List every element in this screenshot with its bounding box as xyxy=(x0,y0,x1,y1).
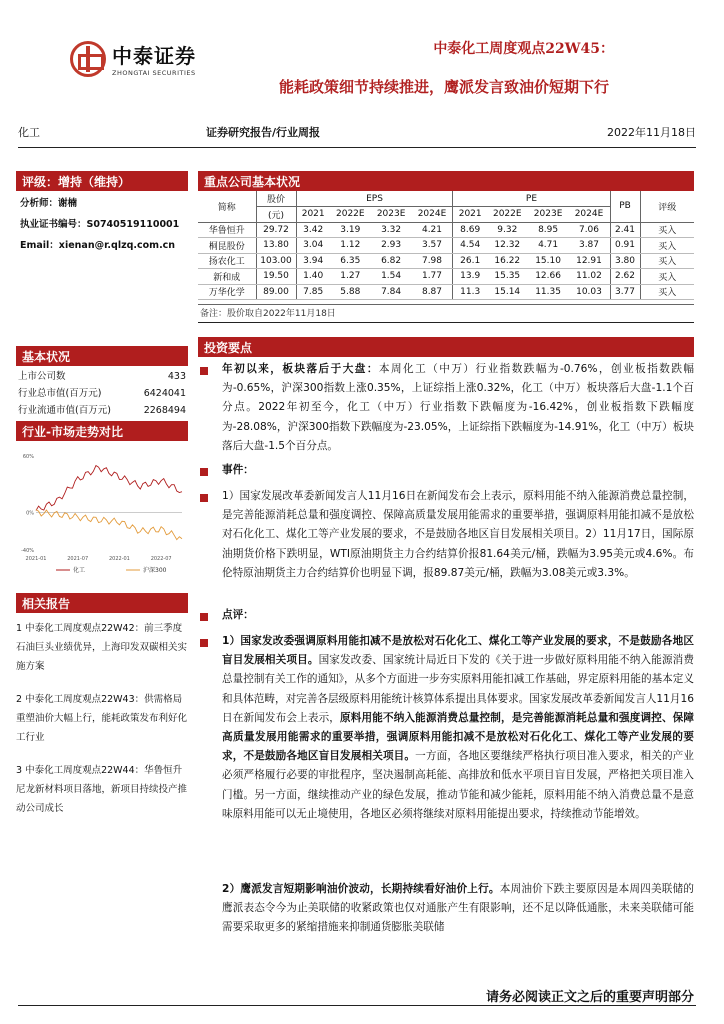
company-price: 13.80 xyxy=(256,238,296,254)
x-tick-label: 2022-01 xyxy=(108,556,130,562)
company-name: 华鲁恒升 xyxy=(198,222,256,238)
company-pb: 3.77 xyxy=(610,284,640,300)
para-market xyxy=(222,360,694,456)
invest-header: 投资要点 xyxy=(198,337,694,357)
companies-table xyxy=(198,191,694,300)
pe-2023e: 4.71 xyxy=(528,238,569,254)
report-date: 2022年11月18日 xyxy=(607,126,696,139)
company-price: 19.50 xyxy=(256,269,296,285)
eps-2023e: 7.84 xyxy=(371,284,412,300)
companies-body xyxy=(198,222,694,300)
col-eps: EPS xyxy=(296,191,453,207)
basic-row xyxy=(16,385,188,402)
trend-chart-svg xyxy=(16,448,188,578)
eps-2022e: 6.35 xyxy=(330,253,371,269)
bullet-icon xyxy=(200,613,208,621)
company-name-en: ZHONGTAI SECURITIES xyxy=(112,69,196,77)
eps-year: 2021 xyxy=(296,207,330,223)
pe-2023e: 12.66 xyxy=(528,269,569,285)
pe-2022e: 15.35 xyxy=(487,269,528,285)
company-name-cn: 中泰证券 xyxy=(112,44,196,68)
trend-header: 行业-市场走势对比 xyxy=(16,421,188,441)
company-name: 万华化学 xyxy=(198,284,256,300)
company-pb: 0.91 xyxy=(610,238,640,254)
company-name: 扬农化工 xyxy=(198,253,256,269)
basic-label: 行业总市值(百万元) xyxy=(18,388,102,399)
pe-year: 2023E xyxy=(533,209,563,220)
eps-2021: 3.42 xyxy=(296,222,330,238)
col-name: 简称 xyxy=(217,202,236,213)
related-section xyxy=(16,593,188,818)
eps-2023e: 1.54 xyxy=(371,269,412,285)
pe-year: 2022E xyxy=(492,209,522,220)
eps-2024e: 4.21 xyxy=(412,222,453,238)
eps-2021: 7.85 xyxy=(296,284,330,300)
eps-2022e: 3.19 xyxy=(330,222,371,238)
table-row xyxy=(198,222,694,238)
para-policy-text-c: 一方面，各地区要继续严格执行项目准入要求，相关的产业必须严格履行必要的审批程序，坚决遏制高耗能、高排放和低水平项目盲目发展，严格把关项目准入门槛。另一方面，继续推动产业的绿色发展，推动节能和减少能耗，原料用能不纳入消费总量不是意味原料用能可以无止境使用，各地区必须将继续对原料用能提出要求，持续推动节能增效。 xyxy=(222,750,695,820)
logo-icon xyxy=(70,41,106,77)
related-report[interactable]: 3 中泰化工周度观点22W44：华鲁恒升尼龙新材料项目落地，新项目持续投产推动公司成长 xyxy=(16,765,188,814)
pe-2021: 8.69 xyxy=(453,222,487,238)
pe-2022e: 15.14 xyxy=(487,284,528,300)
legend-label: 沪深300 xyxy=(143,567,167,574)
para-policy-text-b: 原料用能不纳入能源消费总量控制，是完善能源消耗总量和强度调控、保障高质量发展用能需求的重要举措，强调原料用能扣减不是放松对石化化工、煤化工等产业发展的要求，不是鼓励各地区盲目发展相关项目。 xyxy=(222,711,695,763)
eps-2021: 1.40 xyxy=(296,269,330,285)
company-pb: 2.62 xyxy=(610,269,640,285)
company-rating: 买入 xyxy=(640,222,694,238)
header-divider xyxy=(18,147,696,148)
basic-row xyxy=(16,368,188,385)
table-row xyxy=(198,284,694,300)
company-logo xyxy=(70,40,196,77)
pe-2024e: 7.06 xyxy=(569,222,611,238)
eps-2024e: 8.87 xyxy=(412,284,453,300)
x-tick-label: 2021-01 xyxy=(25,556,47,562)
pe-2021: 13.9 xyxy=(453,269,487,285)
pe-2021: 26.1 xyxy=(453,253,487,269)
analyst-license: 执业证书编号：S0740519110001 xyxy=(20,219,180,230)
meta-row xyxy=(0,124,724,144)
para-oil xyxy=(222,880,694,938)
pe-2022e: 16.22 xyxy=(487,253,528,269)
basic-value: 6424041 xyxy=(143,388,186,399)
company-rating: 买入 xyxy=(640,269,694,285)
col-pb: PB xyxy=(610,191,640,222)
series-line-2 xyxy=(36,510,182,540)
col-rating: 评级 xyxy=(640,191,694,222)
report-title-line2: 能耗政策细节持续推进，鹰派发言致油价短期下行 xyxy=(278,78,609,96)
legend-label: 化工 xyxy=(73,567,86,574)
bullet-icon xyxy=(200,468,208,476)
para-oil-head: 2）鹰派发言短期影响油价波动，长期持续看好油价上行。 xyxy=(222,883,500,895)
pe-2024e: 3.87 xyxy=(569,238,611,254)
related-header: 相关报告 xyxy=(16,593,188,613)
pe-2024e: 10.03 xyxy=(569,284,611,300)
industry-label: 化工 xyxy=(18,126,40,139)
related-report[interactable]: 1 中泰化工周度观点22W42：前三季度石油巨头业绩优异，上海印发双碳相关实施方案 xyxy=(16,623,188,672)
pe-year: 2021 xyxy=(453,207,487,223)
eps-2022e: 1.12 xyxy=(330,238,371,254)
bullet-icon xyxy=(200,494,208,502)
para-policy xyxy=(222,632,694,824)
eps-year: 2024E xyxy=(417,209,447,220)
table-note: 备注：股价取自2022年11月18日 xyxy=(200,309,336,319)
col-price-unit: (元) xyxy=(256,207,296,223)
pe-2023e: 8.95 xyxy=(528,222,569,238)
pe-2024e: 11.02 xyxy=(569,269,611,285)
eps-year: 2022E xyxy=(336,209,365,220)
event-label: 事件： xyxy=(222,464,254,476)
eps-2023e: 2.93 xyxy=(371,238,412,254)
table-bottom-rule xyxy=(198,304,694,305)
y-tick-label: -40% xyxy=(21,548,34,554)
comment-label: 点评： xyxy=(222,609,254,621)
company-pb: 2.41 xyxy=(610,222,640,238)
eps-2023e: 6.82 xyxy=(371,253,412,269)
company-name: 桐昆股份 xyxy=(198,238,256,254)
pe-2024e: 12.91 xyxy=(569,253,611,269)
para-policy-text-a: 国家发改委、国家统计局近日下发的《关于进一步做好原料用能不纳入能源消费总量控制有关工作的通知》，从多个方面进一步夯实原料用能扣减工作基础，界定原料用能的基本定义和具体范畴，对完善各层级原料用能统计核算体系提出具体要求。国家发展改革委新闻发言人11月16日在新闻发布会上表示， xyxy=(222,654,695,724)
company-name: 新和成 xyxy=(198,269,256,285)
eps-2024e: 3.57 xyxy=(412,238,453,254)
y-tick-label: 0% xyxy=(26,510,34,517)
company-rating: 买入 xyxy=(640,253,694,269)
eps-2022e: 5.88 xyxy=(330,284,371,300)
basic-label: 行业流通市值(百万元) xyxy=(18,405,111,416)
pe-2021: 4.54 xyxy=(453,238,487,254)
y-tick-label: 60% xyxy=(22,454,34,460)
analyst-name: 分析师：谢楠 xyxy=(20,198,78,209)
x-tick-label: 2021-07 xyxy=(67,556,89,562)
footer-disclaimer: 请务必阅读正文之后的重要声明部分 xyxy=(485,990,694,1005)
analyst-block xyxy=(20,193,179,256)
pe-year: 2024E xyxy=(574,209,604,220)
analyst-email: Email：xienan@r.qlzq.com.cn xyxy=(20,240,176,251)
company-price: 29.72 xyxy=(256,222,296,238)
report-type: 证券研究报告/行业周报 xyxy=(206,126,321,139)
table-row xyxy=(198,269,694,285)
para-market-text: 本周化工（中万）行业指数跌幅为-0.76%，创业板指数跌幅为-0.65%，沪深300指数上涨0.35%，上证综指上涨0.32%，化工（中万）板块落后大盘-1.1个百分点。2022年初至今，化工（中万）行业指数下跌幅度为-16.42%，创业板指数下跌幅度为-28.08%，沪深300指数下跌幅度为-23.05%，上证综指下跌幅度为-14.91%，化工（中万）板块落后大盘-1.5个百分点。 xyxy=(222,363,695,452)
company-price: 103.00 xyxy=(256,253,296,269)
basic-header: 基本状况 xyxy=(16,346,188,366)
bullet-icon xyxy=(200,367,208,375)
footer-divider xyxy=(18,1005,696,1006)
trend-chart xyxy=(16,448,188,578)
col-pe: PE xyxy=(453,191,610,207)
x-tick-label: 2022-07 xyxy=(150,556,172,562)
bullet-icon xyxy=(200,639,208,647)
company-pb: 3.80 xyxy=(610,253,640,269)
series-line-1 xyxy=(36,466,182,511)
eps-2024e: 7.98 xyxy=(412,253,453,269)
basic-section xyxy=(16,346,188,419)
eps-year: 2023E xyxy=(376,209,406,220)
basic-value: 2268494 xyxy=(143,405,186,416)
pe-2022e: 12.32 xyxy=(487,238,528,254)
table-row xyxy=(198,238,694,254)
pe-2021: 11.3 xyxy=(453,284,487,300)
eps-2021: 3.94 xyxy=(296,253,330,269)
col-price: 股价 xyxy=(256,191,296,207)
page-header xyxy=(0,0,724,120)
company-rating: 买入 xyxy=(640,284,694,300)
basic-row xyxy=(16,402,188,419)
para-policy-head: 1）国家发改委强调原料用能扣减不是放松对石化化工、煤化工等产业发展的要求，不是鼓励各地区盲目发展相关项目。 xyxy=(222,635,694,667)
eps-2024e: 1.77 xyxy=(412,269,453,285)
pe-2023e: 11.35 xyxy=(528,284,569,300)
rating-header: 评级：增持（维持） xyxy=(16,171,188,191)
para-market-head: 年初以来，板块落后于大盘： xyxy=(222,363,379,375)
pe-2023e: 15.10 xyxy=(528,253,569,269)
table-note-rule xyxy=(198,322,694,323)
company-rating: 买入 xyxy=(640,238,694,254)
eps-2021: 3.04 xyxy=(296,238,330,254)
pe-2022e: 9.32 xyxy=(487,222,528,238)
para-event: 1）国家发展改革委新闻发言人11月16日在新闻发布会上表示，原料用能不纳入能源消费总量控制，是完善能源消耗总量和强度调控、保障高质量发展用能需求的重要举措，强调原料用能扣减不是放松对石化化工、煤化工等产业发展的要求，不是鼓励各地区盲目发展相关项目。2）11月17日，国际原油期货价格下跌明显，WTI原油期货主力合约结算价报81.64美元/桶，跌幅为3.95美元或4.6%。布伦特原油期货主力合约结算价也明显下调，报89.87美元/桶，跌幅为3.08美元或3.3%。 xyxy=(222,490,694,579)
company-price: 89.00 xyxy=(256,284,296,300)
table-row xyxy=(198,253,694,269)
eps-2023e: 3.32 xyxy=(371,222,412,238)
para-oil-text: 本周油价下跌主要原因是本周四美联储的鹰派表态令今为止美联储的收紧政策也仅对通胀产生有限影响，还不足以降低通胀，未来美联储可能需要采取更多的紧缩措施来抑制通货膨胀美联储 xyxy=(222,883,695,934)
basic-label: 上市公司数 xyxy=(18,371,66,382)
companies-header: 重点公司基本状况 xyxy=(198,171,694,191)
basic-value: 433 xyxy=(167,371,186,382)
report-title-line1: 中泰化工周度观点22W45： xyxy=(433,41,614,57)
eps-2022e: 1.27 xyxy=(330,269,371,285)
related-report[interactable]: 2 中泰化工周度观点22W43：供需格局重塑油价大幅上行，能耗政策发布利好化工行业 xyxy=(16,694,188,743)
